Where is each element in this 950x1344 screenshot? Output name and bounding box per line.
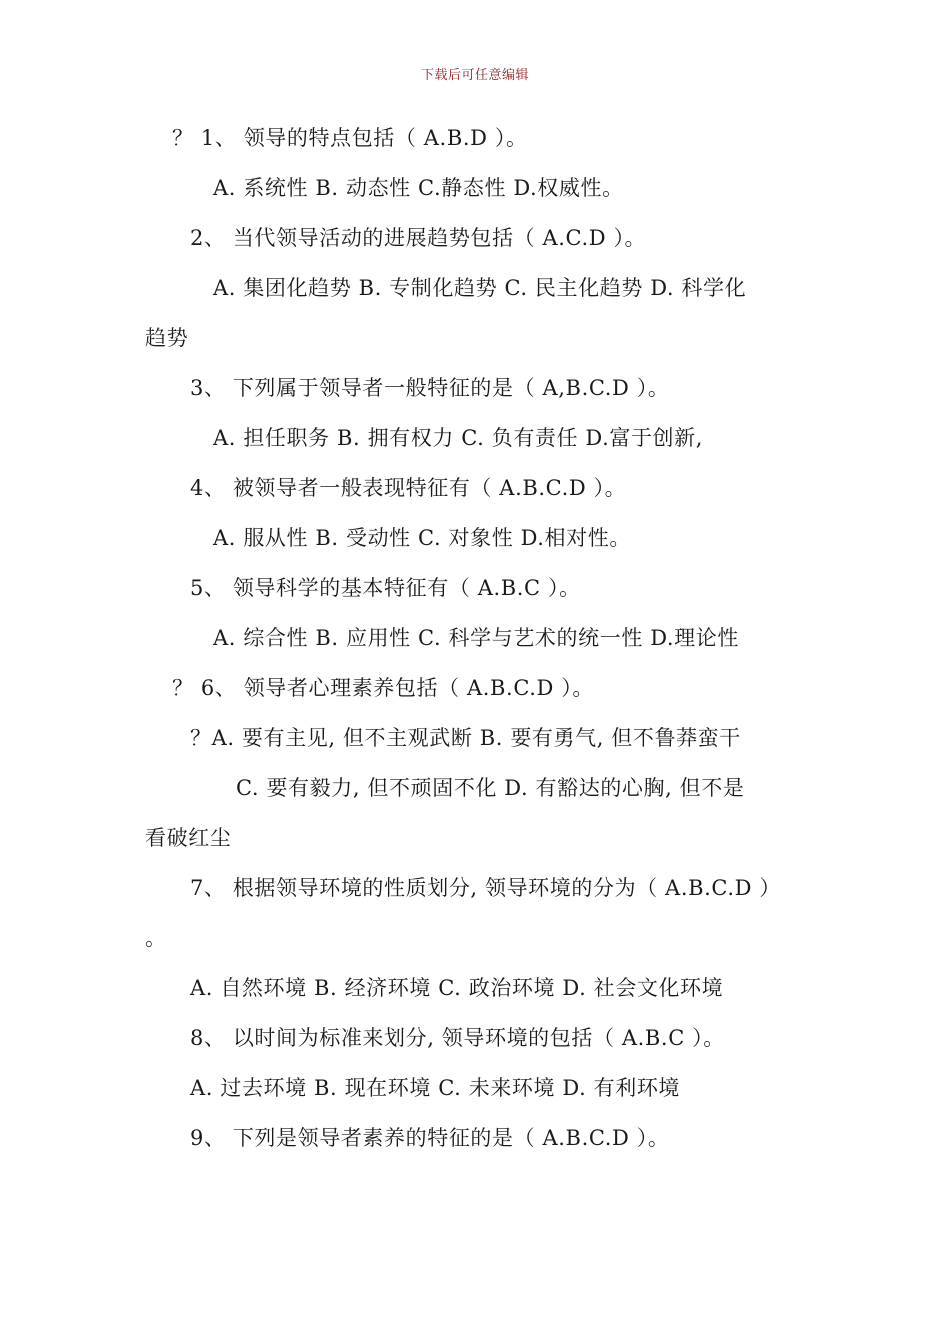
- question-3: 3、 下列属于领导者一般特征的是（ A,B.C.D ）。: [190, 376, 670, 400]
- question-2-options-cont: 趋势: [145, 326, 189, 350]
- question-7: 7、 根据领导环境的性质划分, 领导环境的分为（ A.B.C.D ）: [190, 876, 781, 900]
- question-6: ？ 6、 领导者心理素养包括（ A.B.C.D ）。: [172, 676, 594, 700]
- question-8-options: A. 过去环境 B. 现在环境 C. 未来环境 D. 有利环境: [190, 1076, 681, 1100]
- page-header: 下载后可任意编辑: [420, 68, 529, 83]
- question-1-options: A. 系统性 B. 动态性 C.静态性 D.权威性。: [213, 176, 624, 200]
- question-6-options-cont: C. 要有毅力, 但不顽固不化 D. 有豁达的心胸, 但不是: [236, 776, 745, 800]
- question-7-options: A. 自然环境 B. 经济环境 C. 政治环境 D. 社会文化环境: [190, 976, 724, 1000]
- question-9: 9、 下列是领导者素养的特征的是（ A.B.C.D ）。: [190, 1126, 670, 1150]
- question-5: 5、 领导科学的基本特征有（ A.B.C ）。: [190, 576, 581, 600]
- question-3-options: A. 担任职务 B. 拥有权力 C. 负有责任 D.富于创新,: [213, 426, 704, 450]
- question-7-cont: 。: [145, 926, 167, 950]
- question-5-options: A. 综合性 B. 应用性 C. 科学与艺术的统一性 D.理论性: [213, 626, 739, 650]
- question-2: 2、 当代领导活动的进展趋势包括（ A.C.D ）。: [190, 226, 647, 250]
- question-8: 8、 以时间为标准来划分, 领导环境的包括（ A.B.C ）。: [190, 1026, 725, 1050]
- question-4: 4、 被领导者一般表现特征有（ A.B.C.D ）。: [190, 476, 627, 500]
- question-6-options-end: 看破红尘: [145, 826, 232, 850]
- question-1: ？ 1、 领导的特点包括（ A.B.D ）。: [172, 126, 528, 150]
- question-2-options: A. 集团化趋势 B. 专制化趋势 C. 民主化趋势 D. 科学化: [213, 276, 747, 300]
- question-4-options: A. 服从性 B. 受动性 C. 对象性 D.相对性。: [213, 526, 631, 550]
- question-6-options: ？A. 要有主见, 但不主观武断 B. 要有勇气, 但不鲁莽蛮干: [190, 726, 741, 750]
